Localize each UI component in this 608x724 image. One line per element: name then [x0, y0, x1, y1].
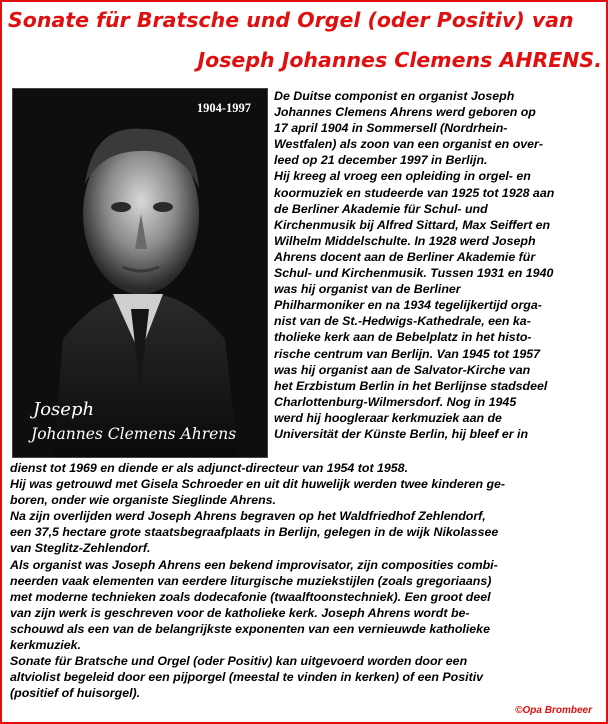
text-line: met moderne technieken zoals dodecafonie (twaalftoonstechniek). Een groot deel — [10, 589, 491, 604]
text-line: van zijn werk is geschreven voor de katholieke kerk. Joseph Ahrens wordt be- — [10, 605, 470, 620]
text-line: het Erzbistum Berlin in het Berlijnse stadsdeel — [274, 378, 548, 393]
text-line: was hij organist van de Berliner — [274, 282, 461, 297]
text-line: Kirchenmusik bij Alfred Sittard, Max Seiffert en — [274, 217, 551, 232]
text-line: koormuziek en studeerde van 1925 tot 1928 aan — [274, 185, 555, 200]
text-line: leed op 21 december 1997 in Berlijn. — [274, 153, 488, 168]
text-line: Charlottenburg-Wilmersdorf. Nog in 1945 — [274, 394, 517, 409]
text-line: van Steglitz-Zehlendorf. — [10, 541, 151, 556]
photo-caption-full: Johannes Clemens Ahrens — [31, 425, 237, 443]
title-line-2: Joseph Johannes Clemens AHRENS. — [197, 48, 602, 72]
text-line: boren, onder wie organiste Sieglinde Ahrens. — [10, 493, 276, 508]
text-line: dienst tot 1969 en diende er als adjunct-directeur van 1954 tot 1958. — [10, 461, 409, 475]
photo-caption-first: Joseph — [33, 399, 95, 420]
text-line: Westfalen) als zoon van een organist en over- — [274, 137, 543, 152]
text-line: Hij kreeg al vroeg een opleiding in orgel- en — [274, 169, 531, 184]
text-line: Universität der Künste Berlin, hij bleef er in — [274, 426, 529, 441]
text-line: Sonate für Bratsche und Orgel (oder Positiv) kan uitgevoerd worden door een — [10, 654, 468, 669]
biography-column — [274, 88, 602, 442]
text-line: de Berliner Akademie für Schul- und — [274, 201, 488, 216]
text-line: Wilhelm Middelschulte. In 1928 werd Joseph — [274, 233, 536, 248]
title-line-1: Sonate für Bratsche und Orgel (oder Positiv) van — [8, 8, 574, 32]
biography-continued — [10, 460, 602, 701]
text-line: De Duitse componist en organist Joseph — [274, 89, 515, 103]
life-years: 1904-1997 — [196, 101, 251, 115]
text-line: Philharmoniker en na 1934 tegelijkertijd orga- — [274, 298, 542, 313]
text-line: Johannes Clemens Ahrens werd geboren op — [274, 105, 536, 120]
text-line: Hij was getrouwd met Gisela Schroeder en uit dit huwelijk werden twee kinderen ge- — [10, 477, 506, 492]
text-line: tholieke kerk aan de Bebelplatz in het histo- — [274, 330, 532, 345]
text-line: neerden vaak elementen van eerdere liturgische muziekstijlen (zoals gregoriaans) — [10, 573, 492, 588]
text-line: Schul- und Kirchenmusik. Tussen 1931 en 1940 — [274, 266, 554, 281]
text-line: werd hij hoogleraar kerkmuziek aan de — [274, 410, 502, 425]
text-line: rische centrum van Berlijn. Van 1945 tot 1957 — [274, 346, 541, 361]
text-line: (positief of huisorgel). — [10, 686, 141, 701]
text-line: 17 april 1904 in Sommersell (Nordrhein- — [274, 121, 508, 136]
text-line: Ahrens docent aan de Berliner Akademie für — [274, 249, 536, 264]
text-line: Als organist was Joseph Ahrens een bekend improvisator, zijn composities combi- — [10, 557, 498, 572]
text-line: nist van de St.-Hedwigs-Kathedrale, een ka- — [274, 314, 531, 329]
portrait-photo — [12, 88, 268, 458]
text-line: altviolist begeleid door een pijporgel (meestal te vinden in kerken) of een Positiv — [10, 670, 484, 685]
text-line: een 37,5 hectare grote staatsbegraafplaats in Berlijn, gelegen in de wijk Nikolassee — [10, 525, 499, 540]
signature: ©Opa Brombeer — [515, 705, 592, 716]
text-line: kerkmuziek. — [10, 638, 81, 653]
text-line: was hij organist aan de Salvator-Kirche van — [274, 362, 531, 377]
text-line: schouwd als een van de belangrijkste exponenten van een vernieuwde katholieke — [10, 621, 490, 636]
text-line: Na zijn overlijden werd Joseph Ahrens begraven op het Waldfriedhof Zehlendorf, — [10, 509, 486, 524]
